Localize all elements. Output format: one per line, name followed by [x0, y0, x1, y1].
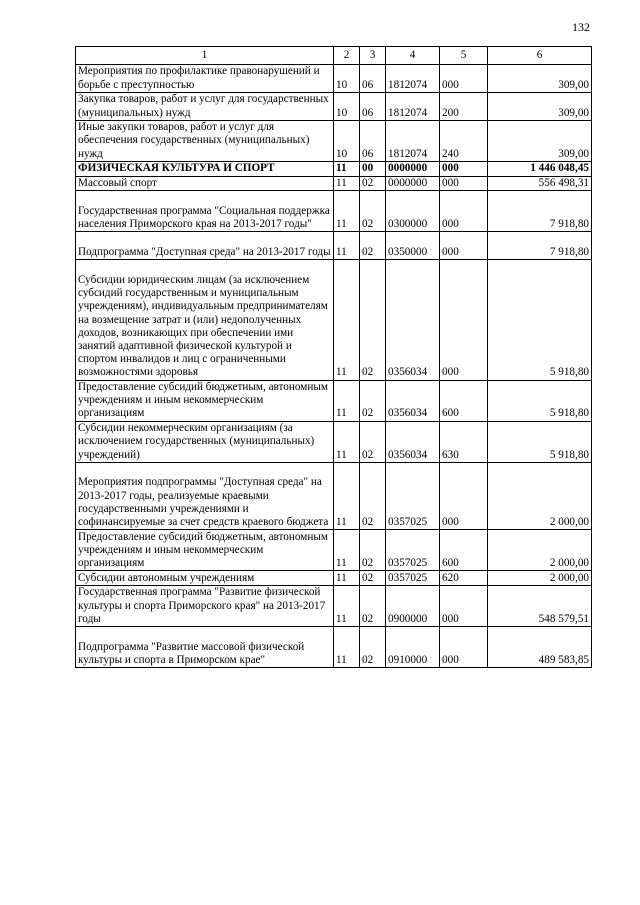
row-subsection-cell: 02: [360, 530, 386, 571]
header-cell: 1: [76, 47, 334, 65]
row-name-cell: Субсидии автономным учреждениям: [76, 571, 334, 586]
row-section-cell: 11: [334, 571, 360, 586]
row-amount-cell: 309,00: [488, 92, 592, 120]
row-section-cell: 11: [334, 627, 360, 668]
header-row: [76, 47, 592, 65]
row-type-cell: 240: [440, 120, 488, 161]
row-section-cell: 11: [334, 232, 360, 260]
row-type-cell: 620: [440, 571, 488, 586]
table-row: [76, 161, 592, 176]
row-amount-cell: 548 579,51: [488, 586, 592, 627]
table-row: [76, 586, 592, 627]
row-section-cell: 11: [334, 161, 360, 176]
row-type-cell: 600: [440, 380, 488, 421]
row-article-cell: 0356034: [386, 260, 440, 380]
row-amount-cell: 2 000,00: [488, 571, 592, 586]
row-name-cell: Государственная программа "Развитие физической культуры и спорта Приморского края" на 2013-2017 годы: [76, 586, 334, 627]
row-name-cell: Государственная программа "Социальная поддержка населения Приморского края на 2013-2017 годы": [76, 191, 334, 232]
row-article-cell: 0356034: [386, 380, 440, 421]
row-section-cell: 11: [334, 380, 360, 421]
row-type-cell: 630: [440, 421, 488, 462]
row-amount-cell: 1 446 048,45: [488, 161, 592, 176]
row-name-cell: ФИЗИЧЕСКАЯ КУЛЬТУРА И СПОРТ: [76, 161, 334, 176]
table-row: [76, 260, 592, 380]
header-cell: 3: [360, 47, 386, 65]
row-type-cell: 000: [440, 191, 488, 232]
row-type-cell: 000: [440, 260, 488, 380]
row-amount-cell: 2 000,00: [488, 530, 592, 571]
row-amount-cell: 309,00: [488, 120, 592, 161]
row-subsection-cell: 00: [360, 161, 386, 176]
row-name-cell: Подпрограмма "Доступная среда" на 2013-2017 годы: [76, 232, 334, 260]
row-subsection-cell: 02: [360, 176, 386, 191]
row-type-cell: 000: [440, 161, 488, 176]
table-row: [76, 380, 592, 421]
row-type-cell: 000: [440, 176, 488, 191]
row-type-cell: 200: [440, 92, 488, 120]
header-cell: 2: [334, 47, 360, 65]
row-name-cell: Массовый спорт: [76, 176, 334, 191]
row-subsection-cell: 02: [360, 462, 386, 530]
row-article-cell: 1812074: [386, 92, 440, 120]
row-name-cell: Иные закупки товаров, работ и услуг для обеспечения государственных (муниципальных) нужд: [76, 120, 334, 161]
header-cell: 6: [488, 47, 592, 65]
row-type-cell: 000: [440, 232, 488, 260]
row-name-cell: Мероприятия по профилактике правонарушений и борьбе с преступностью: [76, 65, 334, 93]
row-section-cell: 11: [334, 421, 360, 462]
row-article-cell: 0357025: [386, 462, 440, 530]
row-type-cell: 000: [440, 627, 488, 668]
row-type-cell: 000: [440, 586, 488, 627]
row-section-cell: 11: [334, 530, 360, 571]
row-subsection-cell: 06: [360, 65, 386, 93]
row-article-cell: 0000000: [386, 161, 440, 176]
row-article-cell: 0300000: [386, 191, 440, 232]
row-type-cell: 000: [440, 65, 488, 93]
table-row: [76, 462, 592, 530]
row-section-cell: 10: [334, 120, 360, 161]
row-article-cell: 0357025: [386, 530, 440, 571]
header-cell: 5: [440, 47, 488, 65]
row-name-cell: Предоставление субсидий бюджетным, автономным учреждениям и иным некоммерческим организациям: [76, 380, 334, 421]
row-article-cell: 0910000: [386, 627, 440, 668]
row-article-cell: 1812074: [386, 120, 440, 161]
table-row: [76, 65, 592, 93]
row-name-cell: Подпрограмма "Развитие массовой физической культуры и спорта в Приморском крае": [76, 627, 334, 668]
row-subsection-cell: 02: [360, 191, 386, 232]
table-row: [76, 92, 592, 120]
row-amount-cell: 489 583,85: [488, 627, 592, 668]
row-type-cell: 000: [440, 462, 488, 530]
row-name-cell: Субсидии юридическим лицам (за исключением субсидий государственным и муниципальным учреждениям), индивидуальным предпринимателям на возмещение затрат и (или) недополученных доходов, возникающих при обеспечении ими занятий адаптивной физической культурой и спортом инвалидов и лиц с ограниченными возможностями здоровья: [76, 260, 334, 380]
table-row: [76, 627, 592, 668]
row-amount-cell: 2 000,00: [488, 462, 592, 530]
row-article-cell: 1812074: [386, 65, 440, 93]
row-amount-cell: 7 918,80: [488, 191, 592, 232]
row-subsection-cell: 02: [360, 232, 386, 260]
row-subsection-cell: 06: [360, 92, 386, 120]
row-type-cell: 600: [440, 530, 488, 571]
row-article-cell: 0356034: [386, 421, 440, 462]
row-subsection-cell: 02: [360, 627, 386, 668]
row-name-cell: Закупка товаров, работ и услуг для государственных (муниципальных) нужд: [76, 92, 334, 120]
row-name-cell: Мероприятия подпрограммы "Доступная среда" на 2013-2017 годы, реализуемые краевыми государственными учреждениями и софинансируемые за счет средств краевого бюджета: [76, 462, 334, 530]
table-row: [76, 571, 592, 586]
row-amount-cell: 309,00: [488, 65, 592, 93]
row-name-cell: Предоставление субсидий бюджетным, автономным учреждениям и иным некоммерческим организациям: [76, 530, 334, 571]
row-amount-cell: 556 498,31: [488, 176, 592, 191]
row-subsection-cell: 02: [360, 380, 386, 421]
row-section-cell: 10: [334, 65, 360, 93]
row-subsection-cell: 02: [360, 421, 386, 462]
row-subsection-cell: 02: [360, 260, 386, 380]
row-section-cell: 11: [334, 260, 360, 380]
budget-table: [75, 46, 592, 668]
row-amount-cell: 5 918,80: [488, 421, 592, 462]
table-row: [76, 530, 592, 571]
row-subsection-cell: 06: [360, 120, 386, 161]
table-row: [76, 176, 592, 191]
table-row: [76, 191, 592, 232]
row-amount-cell: 5 918,80: [488, 260, 592, 380]
table-row: [76, 232, 592, 260]
table-row: [76, 120, 592, 161]
row-section-cell: 11: [334, 586, 360, 627]
row-article-cell: 0000000: [386, 176, 440, 191]
row-section-cell: 11: [334, 462, 360, 530]
row-subsection-cell: 02: [360, 571, 386, 586]
row-amount-cell: 5 918,80: [488, 380, 592, 421]
row-section-cell: 11: [334, 191, 360, 232]
row-article-cell: 0357025: [386, 571, 440, 586]
row-article-cell: 0350000: [386, 232, 440, 260]
page-number: 132: [572, 20, 590, 34]
header-cell: 4: [386, 47, 440, 65]
row-section-cell: 10: [334, 92, 360, 120]
row-amount-cell: 7 918,80: [488, 232, 592, 260]
row-article-cell: 0900000: [386, 586, 440, 627]
row-section-cell: 11: [334, 176, 360, 191]
table-row: [76, 421, 592, 462]
row-name-cell: Субсидии некоммерческим организациям (за исключением государственных (муниципальных) учреждений): [76, 421, 334, 462]
row-subsection-cell: 02: [360, 586, 386, 627]
